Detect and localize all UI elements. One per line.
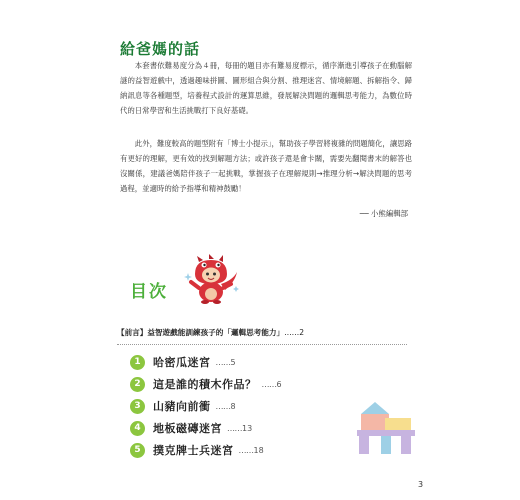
parents-note-signature: ── 小熊編輯部 — [359, 209, 408, 218]
preface-dots: …… — [284, 328, 300, 337]
parents-note-paragraph-1: 本套書依難易度分為４冊，每冊的題目亦有難易度標示，循序漸進引導孩子在動腦解謎的益智遊戲中，透過趣味拼圖、圖形組合與分割、推理迷宮、情境解題、拆解指令、歸納訊息等各種題型，培養程式設計的運算思維，發展解決問題的邏輯思考能力，為數位時代的日常學習和生活挑戰打下良好基礎。 — [120, 61, 412, 115]
preface-label: 【前言】 — [117, 328, 148, 337]
toc-item-4[interactable] — [130, 417, 282, 439]
toc-preface[interactable] — [117, 327, 304, 338]
number-badge: 2 — [130, 377, 145, 392]
toc-item-title: 地板磁磚迷宮 — [153, 422, 222, 435]
toc-item-page: 18 — [253, 445, 264, 455]
toc-item-2[interactable] — [130, 373, 282, 395]
toc-item-3[interactable] — [130, 395, 282, 417]
number-badge: 1 — [130, 355, 145, 370]
number-badge: 5 — [130, 443, 145, 458]
toc-divider — [117, 344, 407, 345]
preface-title: 益智遊戲能訓練孩子的「邏輯思考能力」 — [147, 328, 285, 337]
toc-item-page: 8 — [230, 401, 236, 411]
toc-list — [130, 351, 282, 461]
toc-item-dots: …… — [215, 401, 231, 411]
parents-note-paragraph-2: 此外，難度較高的題型附有「博士小提示」，幫助孩子學習將複雜的問題簡化，讓思路有更好的理解，更有效的找到解題方法；或許孩子還是會卡關，需要先翻閱書末的解答也沒關係，建議爸媽陪伴孩子一起挑戰，掌握孩子在理解規則→推理分析→解決問題的思考過程，並適時的給予指導和精神鼓勵！ — [120, 139, 412, 193]
toc-item-page: 6 — [276, 379, 282, 389]
toc-item-page: 5 — [230, 357, 236, 367]
toc-item-dots: …… — [227, 423, 242, 433]
toc-item-title: 撲克牌士兵迷宮 — [153, 444, 234, 457]
toc-item-dots: …… — [215, 357, 231, 367]
toc-item-5[interactable] — [130, 439, 282, 461]
toc-item-title: 這是誰的積木作品？ — [153, 378, 257, 391]
toc-item-page: 13 — [242, 423, 253, 433]
building-blocks-illustration — [355, 402, 417, 454]
page-number: 3 — [418, 480, 424, 489]
toc-item-1[interactable] — [130, 351, 282, 373]
toc-item-dots: …… — [238, 445, 254, 455]
number-badge: 4 — [130, 421, 145, 436]
toc-title: 目次 — [130, 282, 168, 302]
number-badge: 3 — [130, 399, 145, 414]
toc-item-title: 哈密瓜迷宮 — [153, 356, 211, 369]
toc-item-title: 山豬向前衝 — [153, 400, 211, 413]
dinosaur-mascot-illustration — [183, 254, 245, 304]
parents-note-title: 給爸媽的話 — [120, 40, 201, 58]
preface-page: 2 — [299, 328, 305, 337]
toc-item-dots: …… — [261, 379, 277, 389]
